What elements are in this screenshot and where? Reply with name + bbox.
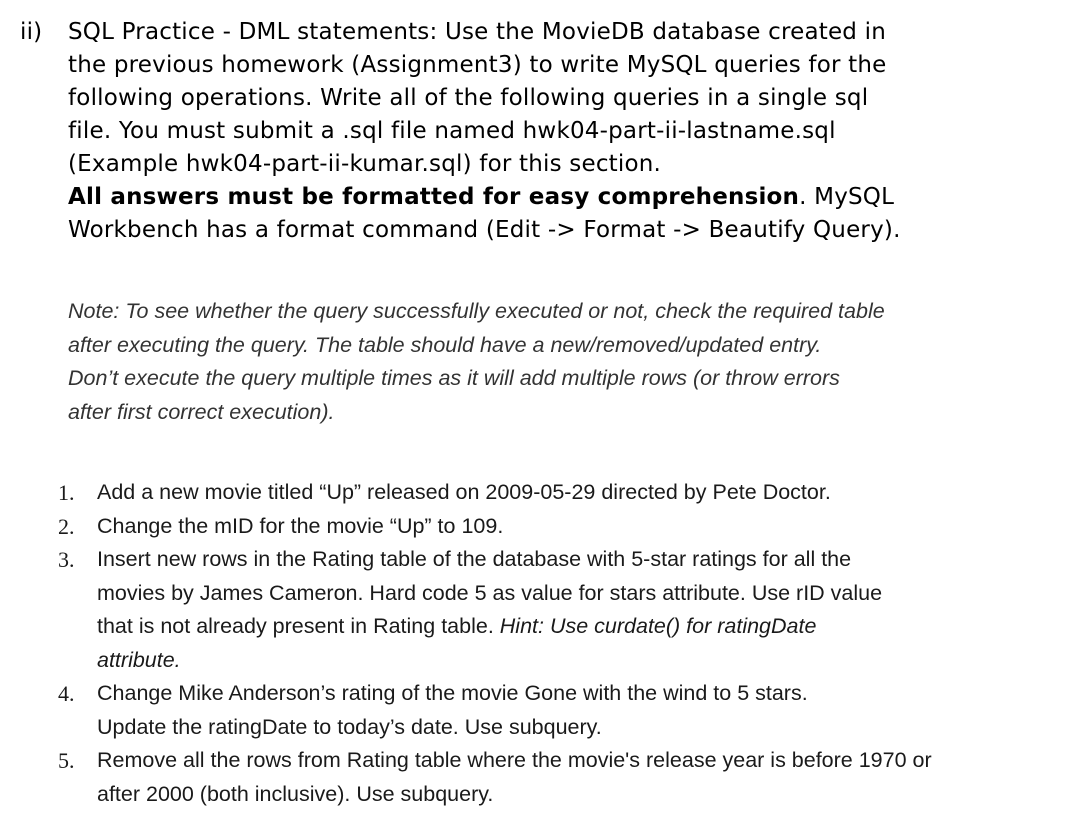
task-item xyxy=(58,744,1068,811)
task-line: Remove all the rows from Rating table where the movie's release year is before 1970 or xyxy=(97,748,932,772)
section-marker: ii) xyxy=(20,19,43,45)
formatting-emphasis-tail: . MySQL xyxy=(799,184,895,210)
section-instructions xyxy=(68,16,1060,247)
note-line: after executing the query. The table should have a new/removed/updated entry. xyxy=(68,332,822,357)
formatting-requirement xyxy=(68,181,1060,214)
task-number: 5. xyxy=(58,748,75,773)
task-number: 3. xyxy=(58,547,75,572)
task-line: Update the ratingDate to today’s date. Use subquery. xyxy=(97,714,602,739)
note-line: after first correct execution). xyxy=(68,399,335,424)
task-item xyxy=(58,677,1068,744)
task-line xyxy=(97,610,1068,644)
task-item xyxy=(58,476,1068,510)
task-line xyxy=(97,644,1068,678)
task-line: Add a new movie titled “Up” released on 2009-05-29 directed by Pete Doctor. xyxy=(97,480,831,504)
instruction-line: (Example hwk04-part-ii-kumar.sql) for this section. xyxy=(68,151,662,177)
task-number: 4. xyxy=(58,681,75,706)
task-text: that is not already present in Rating table. xyxy=(97,614,494,638)
task-line: Change the mID for the movie “Up” to 109. xyxy=(97,513,504,538)
task-hint: Hint: Use curdate() for ratingDate xyxy=(499,614,817,638)
task-number: 1. xyxy=(58,480,75,505)
task-line: Insert new rows in the Rating table of the database with 5-star ratings for all the xyxy=(97,547,852,571)
instruction-line: file. You must submit a .sql file named hwk04-part-ii-lastname.sql xyxy=(68,118,836,144)
instruction-line: following operations. Write all of the following queries in a single sql xyxy=(68,85,869,111)
instruction-line: the previous homework (Assignment3) to write MySQL queries for the xyxy=(68,52,887,78)
task-line: Change Mike Anderson’s rating of the movie Gone with the wind to 5 stars. xyxy=(97,681,808,705)
task-hint-tail: attribute. xyxy=(97,647,181,672)
task-line: movies by James Cameron. Hard code 5 as value for stars attribute. Use rID value xyxy=(97,580,883,605)
execution-note xyxy=(68,295,1028,429)
task-item xyxy=(58,543,1068,677)
note-line: Don’t execute the query multiple times as it will add multiple rows (or throw errors xyxy=(68,366,840,390)
task-number: 2. xyxy=(58,513,75,539)
task-line: after 2000 (both inclusive). Use subquery. xyxy=(97,781,494,806)
note-line: Note: To see whether the query successfully executed or not, check the required table xyxy=(68,299,885,323)
task-list xyxy=(58,476,1068,811)
instruction-line: Workbench has a format command (Edit -> Format -> Beautify Query). xyxy=(68,217,901,243)
instruction-line: SQL Practice - DML statements: Use the MovieDB database created in xyxy=(68,19,886,45)
formatting-emphasis: All answers must be formatted for easy comprehension xyxy=(68,184,800,210)
section-heading xyxy=(20,16,1060,247)
task-item xyxy=(58,510,1068,544)
